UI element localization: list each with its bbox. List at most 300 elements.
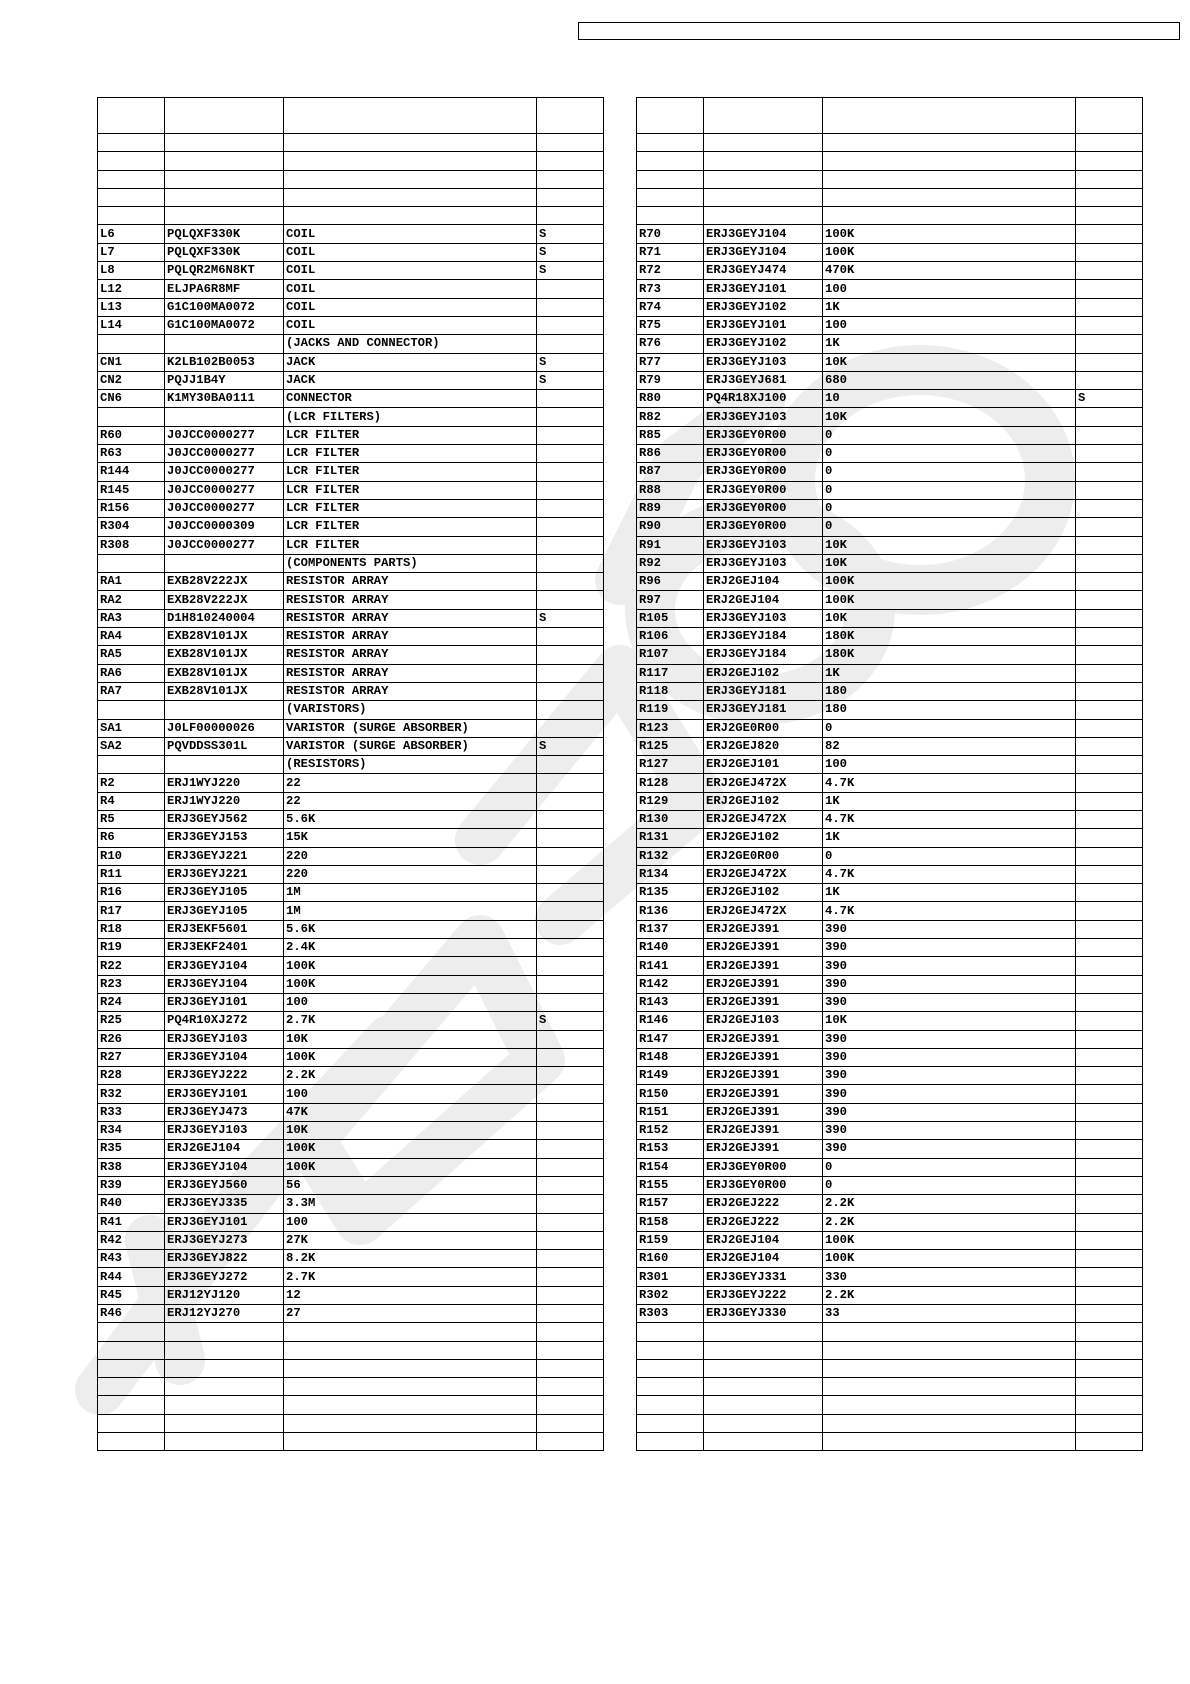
description-cell: 100: [284, 993, 537, 1011]
ref-no-cell: R128: [637, 774, 704, 792]
safety-cell: [537, 152, 604, 170]
table-row: [98, 573, 604, 591]
table-row: [98, 1341, 604, 1359]
ref-no-cell: [98, 170, 165, 188]
safety-cell: [537, 829, 604, 847]
part-no-cell: [165, 1323, 284, 1341]
safety-cell: [537, 993, 604, 1011]
part-no-cell: ERJ3GEYJ330: [704, 1305, 823, 1323]
part-no-cell: ERJ3GEY0R00: [704, 445, 823, 463]
ref-no-cell: R34: [98, 1122, 165, 1140]
ref-no-cell: R24: [98, 993, 165, 1011]
part-no-cell: [165, 756, 284, 774]
description-cell: 10K: [284, 1030, 537, 1048]
ref-no-cell: R4: [98, 792, 165, 810]
table-row: [98, 170, 604, 188]
part-no-cell: EXB28V222JX: [165, 573, 284, 591]
ref-no-cell: R144: [98, 463, 165, 481]
table-row: [637, 207, 1143, 225]
safety-cell: [1076, 1158, 1143, 1176]
safety-cell: [1076, 737, 1143, 755]
table-row: [98, 243, 604, 261]
part-no-cell: [165, 1359, 284, 1377]
part-no-cell: ERJ3GEYJ184: [704, 646, 823, 664]
ref-no-cell: CN2: [98, 371, 165, 389]
safety-cell: S: [537, 353, 604, 371]
part-no-cell: ERJ2GEJ391: [704, 920, 823, 938]
table-row: [637, 134, 1143, 152]
safety-cell: [537, 170, 604, 188]
description-cell: 100K: [284, 1048, 537, 1066]
ref-no-cell: [637, 152, 704, 170]
part-no-cell: EXB28V222JX: [165, 591, 284, 609]
description-cell: 220: [284, 847, 537, 865]
safety-cell: [537, 445, 604, 463]
table-row: [637, 646, 1143, 664]
table-row: [98, 1213, 604, 1231]
safety-cell: [1076, 134, 1143, 152]
table-row: [637, 573, 1143, 591]
description-cell: 2.4K: [284, 939, 537, 957]
ref-no-cell: R74: [637, 298, 704, 316]
description-cell: 4.7K: [823, 810, 1076, 828]
part-no-cell: [704, 1359, 823, 1377]
safety-cell: [537, 701, 604, 719]
table-row: [637, 829, 1143, 847]
part-no-cell: J0JCC0000277: [165, 463, 284, 481]
ref-no-cell: L7: [98, 243, 165, 261]
description-cell: 100K: [284, 957, 537, 975]
ref-no-cell: R86: [637, 445, 704, 463]
table-row: [98, 353, 604, 371]
table-row: [98, 188, 604, 206]
part-no-cell: J0JCC0000277: [165, 536, 284, 554]
safety-cell: [537, 591, 604, 609]
table-row: [637, 1341, 1143, 1359]
safety-cell: [537, 1213, 604, 1231]
ref-no-cell: R119: [637, 701, 704, 719]
part-no-cell: ERJ3GEYJ184: [704, 628, 823, 646]
description-cell: [823, 1396, 1076, 1414]
table-row: [637, 774, 1143, 792]
safety-cell: [537, 1323, 604, 1341]
table-row: [637, 756, 1143, 774]
safety-cell: [537, 1048, 604, 1066]
description-cell: 0: [823, 426, 1076, 444]
ref-no-cell: R107: [637, 646, 704, 664]
description-cell: LCR FILTER: [284, 445, 537, 463]
safety-cell: [1076, 810, 1143, 828]
ref-no-cell: R82: [637, 408, 704, 426]
safety-cell: [1076, 1341, 1143, 1359]
safety-cell: [1076, 774, 1143, 792]
description-cell: RESISTOR ARRAY: [284, 591, 537, 609]
description-cell: 10K: [823, 536, 1076, 554]
description-cell: [284, 1433, 537, 1451]
part-no-cell: [165, 335, 284, 353]
safety-cell: [537, 1378, 604, 1396]
part-no-cell: ERJ2GEJ391: [704, 957, 823, 975]
part-no-cell: ERJ2GEJ104: [704, 591, 823, 609]
table-row: [637, 536, 1143, 554]
table-row: [98, 1286, 604, 1304]
part-no-cell: J0JCC0000277: [165, 499, 284, 517]
table-row: [637, 957, 1143, 975]
table-row: [637, 810, 1143, 828]
safety-cell: [537, 573, 604, 591]
safety-cell: [1076, 1433, 1143, 1451]
safety-cell: [1076, 975, 1143, 993]
description-cell: 0: [823, 463, 1076, 481]
description-cell: LCR FILTER: [284, 518, 537, 536]
ref-no-cell: R44: [98, 1268, 165, 1286]
safety-cell: [537, 1085, 604, 1103]
ref-no-cell: R118: [637, 682, 704, 700]
safety-cell: [537, 298, 604, 316]
description-cell: 390: [823, 1048, 1076, 1066]
ref-no-cell: R72: [637, 262, 704, 280]
ref-no-cell: [98, 1378, 165, 1396]
table-row: [637, 188, 1143, 206]
part-no-cell: ERJ3GEY0R00: [704, 1158, 823, 1176]
safety-cell: [1076, 920, 1143, 938]
part-no-cell: ERJ3GEYJ104: [165, 1048, 284, 1066]
safety-cell: [1076, 1250, 1143, 1268]
safety-cell: [537, 1140, 604, 1158]
parts-table-left: [97, 97, 604, 1451]
description-cell: [284, 1396, 537, 1414]
safety-cell: [1076, 1048, 1143, 1066]
part-no-cell: ERJ2GEJ102: [704, 884, 823, 902]
safety-cell: [537, 664, 604, 682]
part-no-cell: [165, 1341, 284, 1359]
safety-cell: [537, 207, 604, 225]
safety-cell: [1076, 902, 1143, 920]
table-row: [98, 1231, 604, 1249]
ref-no-cell: R89: [637, 499, 704, 517]
ref-no-cell: RA6: [98, 664, 165, 682]
safety-cell: [1076, 664, 1143, 682]
description-cell: [284, 170, 537, 188]
part-no-cell: ERJ2GEJ102: [704, 829, 823, 847]
part-no-cell: ERJ3EKF5601: [165, 920, 284, 938]
description-cell: 10K: [823, 1012, 1076, 1030]
part-no-cell: ERJ2GEJ101: [704, 756, 823, 774]
description-cell: RESISTOR ARRAY: [284, 628, 537, 646]
safety-cell: [1076, 225, 1143, 243]
safety-cell: [1076, 682, 1143, 700]
ref-no-cell: R160: [637, 1250, 704, 1268]
description-cell: 1K: [823, 829, 1076, 847]
part-no-cell: PQLQR2M6N8KT: [165, 262, 284, 280]
ref-no-cell: [98, 1433, 165, 1451]
description-cell: COIL: [284, 262, 537, 280]
table-row: [98, 1140, 604, 1158]
table-row: [98, 829, 604, 847]
table-row: [637, 316, 1143, 334]
table-header-row: [637, 98, 1143, 134]
table-row: [637, 1067, 1143, 1085]
table-row: [637, 353, 1143, 371]
ref-no-cell: [98, 554, 165, 572]
table-row: [637, 463, 1143, 481]
ref-no-cell: R91: [637, 536, 704, 554]
safety-cell: [537, 1195, 604, 1213]
safety-cell: [1076, 756, 1143, 774]
description-cell: [823, 134, 1076, 152]
ref-no-cell: L6: [98, 225, 165, 243]
part-no-cell: ERJ3GEYJ104: [165, 1158, 284, 1176]
safety-cell: [1076, 1231, 1143, 1249]
ref-no-cell: [637, 134, 704, 152]
description-cell: 12: [284, 1286, 537, 1304]
ref-no-cell: [637, 1378, 704, 1396]
ref-no-cell: R18: [98, 920, 165, 938]
part-no-cell: ERJ3GEYJ272: [165, 1268, 284, 1286]
description-cell: 390: [823, 1085, 1076, 1103]
table-row: [637, 1140, 1143, 1158]
safety-cell: [537, 792, 604, 810]
part-no-cell: D1H810240004: [165, 609, 284, 627]
table-row: [637, 682, 1143, 700]
safety-cell: [1076, 1195, 1143, 1213]
description-cell: COIL: [284, 316, 537, 334]
safety-cell: [1076, 335, 1143, 353]
part-no-cell: ERJ3GEYJ105: [165, 884, 284, 902]
part-no-cell: ERJ3GEYJ102: [704, 335, 823, 353]
description-cell: 100K: [284, 975, 537, 993]
part-no-cell: ERJ2GEJ391: [704, 1085, 823, 1103]
description-cell: 2.2K: [284, 1067, 537, 1085]
description-cell: 15K: [284, 829, 537, 847]
table-row: [98, 1122, 604, 1140]
part-no-cell: ERJ2GEJ391: [704, 993, 823, 1011]
table-row: [637, 1396, 1143, 1414]
table-header-row: [98, 98, 604, 134]
safety-cell: [1076, 98, 1143, 134]
safety-cell: [1076, 536, 1143, 554]
table-row: [637, 1286, 1143, 1304]
ref-no-cell: R158: [637, 1213, 704, 1231]
ref-no-cell: RA1: [98, 573, 165, 591]
part-no-cell: ERJ1WYJ220: [165, 792, 284, 810]
description-cell: 1M: [284, 884, 537, 902]
description-cell: (VARISTORS): [284, 701, 537, 719]
description-cell: 0: [823, 445, 1076, 463]
part-no-cell: J0LF00000026: [165, 719, 284, 737]
description-cell: 220: [284, 865, 537, 883]
description-cell: RESISTOR ARRAY: [284, 664, 537, 682]
safety-cell: [1076, 316, 1143, 334]
description-cell: [284, 1341, 537, 1359]
table-row: [637, 280, 1143, 298]
part-no-cell: ERJ3GEYJ103: [704, 408, 823, 426]
description-cell: 1M: [284, 902, 537, 920]
part-no-cell: [704, 1396, 823, 1414]
description-cell: 4.7K: [823, 902, 1076, 920]
description-cell: RESISTOR ARRAY: [284, 682, 537, 700]
ref-no-cell: R134: [637, 865, 704, 883]
ref-no-cell: R157: [637, 1195, 704, 1213]
table-row: [637, 591, 1143, 609]
table-row: [637, 262, 1143, 280]
safety-cell: [1076, 1103, 1143, 1121]
safety-cell: [537, 847, 604, 865]
safety-cell: [537, 536, 604, 554]
safety-cell: [1076, 371, 1143, 389]
table-row: [637, 975, 1143, 993]
description-cell: 0: [823, 1176, 1076, 1194]
ref-no-cell: R71: [637, 243, 704, 261]
part-no-cell: ERJ3GEY0R00: [704, 1176, 823, 1194]
description-cell: 100K: [284, 1140, 537, 1158]
table-row: [98, 335, 604, 353]
ref-no-cell: R2: [98, 774, 165, 792]
safety-cell: S: [537, 737, 604, 755]
table-row: [637, 371, 1143, 389]
ref-no-cell: R131: [637, 829, 704, 847]
safety-cell: [1076, 628, 1143, 646]
ref-no-cell: R43: [98, 1250, 165, 1268]
safety-cell: [537, 975, 604, 993]
table-row: [637, 390, 1143, 408]
description-cell: [284, 1323, 537, 1341]
ref-no-cell: R10: [98, 847, 165, 865]
table-row: [637, 628, 1143, 646]
safety-cell: [1076, 1305, 1143, 1323]
description-cell: 390: [823, 1103, 1076, 1121]
table-row: [98, 390, 604, 408]
description-cell: [284, 98, 537, 134]
ref-no-cell: R27: [98, 1048, 165, 1066]
table-row: [98, 646, 604, 664]
part-no-cell: ERJ3GEYJ104: [165, 975, 284, 993]
safety-cell: [537, 1158, 604, 1176]
ref-no-cell: [637, 1359, 704, 1377]
safety-cell: [1076, 1012, 1143, 1030]
safety-cell: [537, 426, 604, 444]
part-no-cell: ERJ3GEY0R00: [704, 481, 823, 499]
table-row: [98, 1158, 604, 1176]
table-row: [98, 481, 604, 499]
description-cell: 390: [823, 1140, 1076, 1158]
ref-no-cell: R16: [98, 884, 165, 902]
description-cell: RESISTOR ARRAY: [284, 609, 537, 627]
part-no-cell: [165, 1396, 284, 1414]
ref-no-cell: [98, 1396, 165, 1414]
description-cell: LCR FILTER: [284, 463, 537, 481]
description-cell: (RESISTORS): [284, 756, 537, 774]
ref-no-cell: R137: [637, 920, 704, 938]
description-cell: 2.2K: [823, 1213, 1076, 1231]
part-no-cell: [165, 207, 284, 225]
ref-no-cell: [98, 335, 165, 353]
part-no-cell: PQ4R18XJ100: [704, 390, 823, 408]
description-cell: 100: [284, 1213, 537, 1231]
table-row: [637, 737, 1143, 755]
part-no-cell: [704, 1323, 823, 1341]
table-row: [98, 682, 604, 700]
ref-no-cell: [637, 188, 704, 206]
ref-no-cell: R304: [98, 518, 165, 536]
table-row: [98, 1268, 604, 1286]
safety-cell: S: [537, 262, 604, 280]
safety-cell: S: [537, 225, 604, 243]
table-row: [637, 1048, 1143, 1066]
part-no-cell: ERJ3GEYJ103: [165, 1122, 284, 1140]
ref-no-cell: R60: [98, 426, 165, 444]
part-no-cell: ERJ3GEYJ562: [165, 810, 284, 828]
ref-no-cell: R32: [98, 1085, 165, 1103]
part-no-cell: ERJ2GEJ103: [704, 1012, 823, 1030]
ref-no-cell: R153: [637, 1140, 704, 1158]
table-row: [98, 1195, 604, 1213]
table-row: [637, 1305, 1143, 1323]
ref-no-cell: R154: [637, 1158, 704, 1176]
ref-no-cell: R17: [98, 902, 165, 920]
safety-cell: [537, 1286, 604, 1304]
safety-cell: [537, 1396, 604, 1414]
safety-cell: [1076, 499, 1143, 517]
safety-cell: [537, 957, 604, 975]
part-no-cell: ERJ2GEJ222: [704, 1195, 823, 1213]
ref-no-cell: R85: [637, 426, 704, 444]
safety-cell: [1076, 554, 1143, 572]
description-cell: 180K: [823, 628, 1076, 646]
description-cell: 100K: [823, 573, 1076, 591]
safety-cell: [1076, 298, 1143, 316]
description-cell: 22: [284, 792, 537, 810]
ref-no-cell: R136: [637, 902, 704, 920]
ref-no-cell: [637, 1341, 704, 1359]
part-no-cell: ERJ3GEYJ101: [704, 280, 823, 298]
table-row: [637, 902, 1143, 920]
description-cell: 5.6K: [284, 920, 537, 938]
table-row: [637, 1195, 1143, 1213]
table-row: [98, 1414, 604, 1432]
description-cell: JACK: [284, 371, 537, 389]
description-cell: 390: [823, 993, 1076, 1011]
part-no-cell: ERJ2GEJ391: [704, 1122, 823, 1140]
ref-no-cell: R135: [637, 884, 704, 902]
description-cell: 1K: [823, 884, 1076, 902]
part-no-cell: ERJ3GEYJ104: [165, 957, 284, 975]
part-no-cell: ERJ12YJ270: [165, 1305, 284, 1323]
description-cell: [284, 1359, 537, 1377]
safety-cell: [1076, 445, 1143, 463]
safety-cell: [1076, 957, 1143, 975]
description-cell: 100K: [823, 1231, 1076, 1249]
ref-no-cell: [637, 1396, 704, 1414]
description-cell: LCR FILTER: [284, 481, 537, 499]
part-no-cell: EXB28V101JX: [165, 682, 284, 700]
safety-cell: [537, 335, 604, 353]
table-row: [98, 701, 604, 719]
part-no-cell: PQLQXF330K: [165, 225, 284, 243]
description-cell: 390: [823, 975, 1076, 993]
ref-no-cell: R38: [98, 1158, 165, 1176]
table-row: [98, 975, 604, 993]
part-no-cell: [704, 152, 823, 170]
ref-no-cell: R63: [98, 445, 165, 463]
description-cell: [823, 1359, 1076, 1377]
table-row: [98, 1067, 604, 1085]
part-no-cell: J0JCC0000277: [165, 445, 284, 463]
description-cell: (JACKS AND CONNECTOR): [284, 335, 537, 353]
part-no-cell: ERJ3GEYJ222: [704, 1286, 823, 1304]
description-cell: 33: [823, 1305, 1076, 1323]
safety-cell: [537, 865, 604, 883]
